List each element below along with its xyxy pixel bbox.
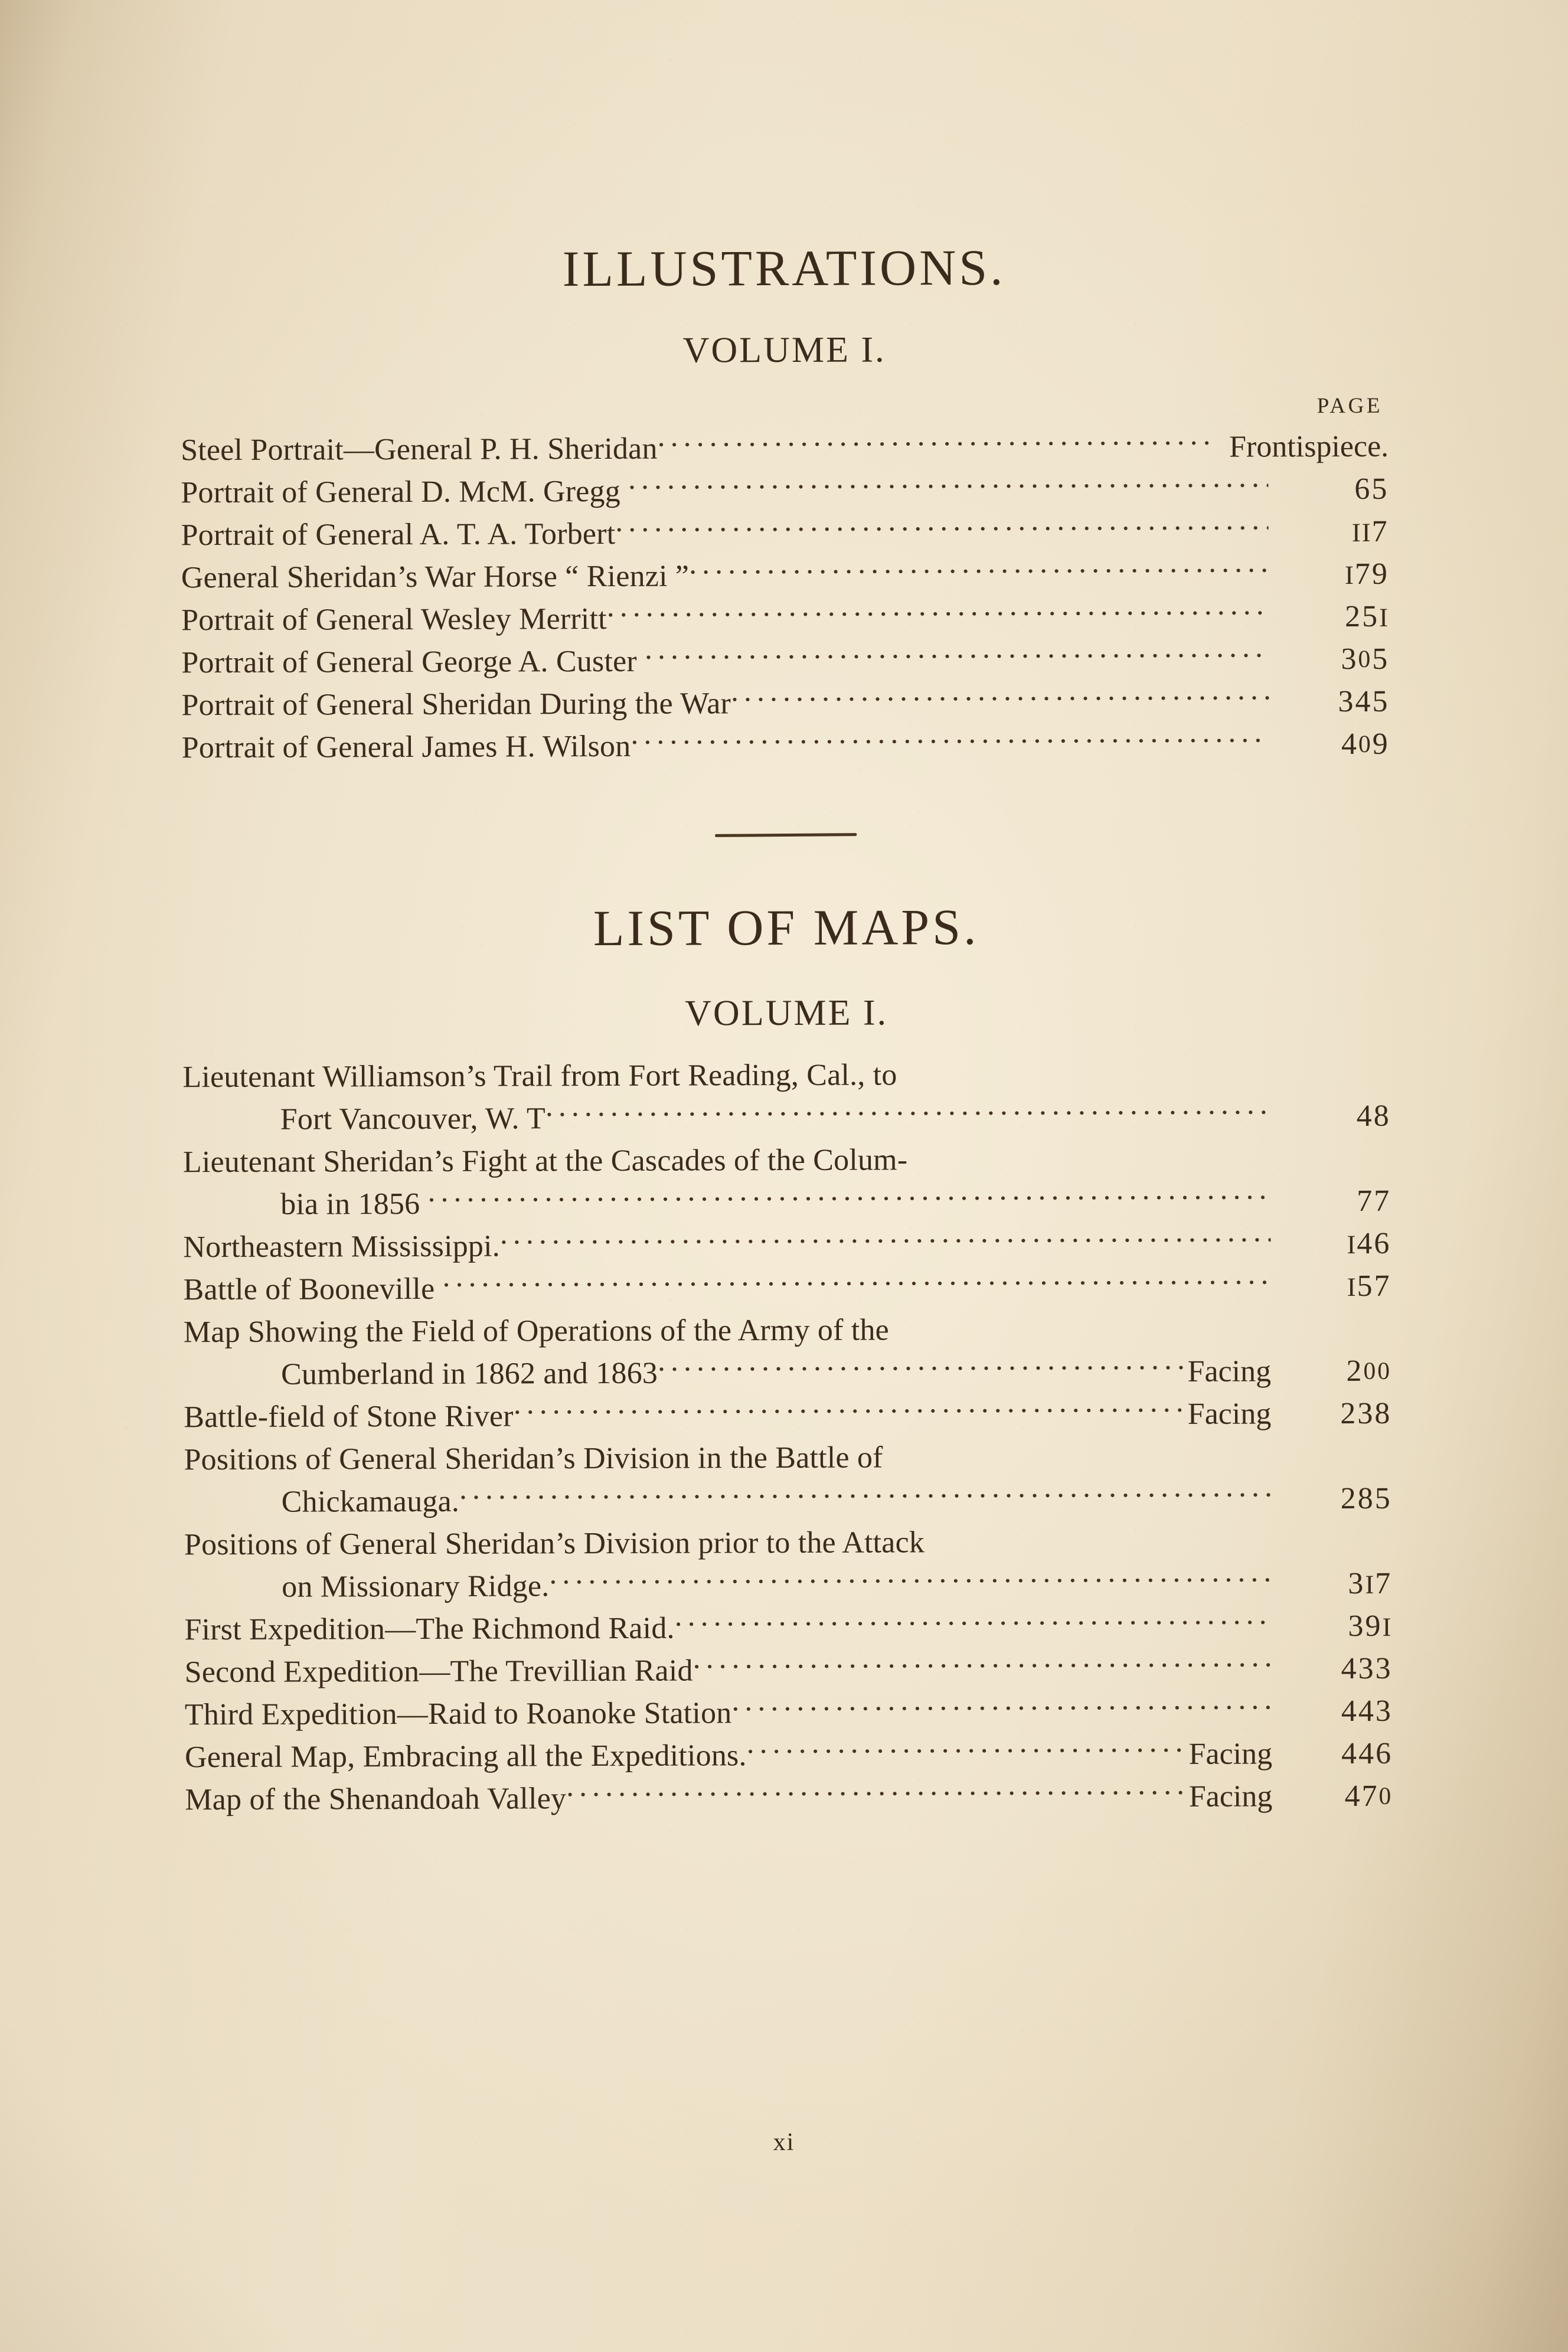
map-entry — [184, 1308, 1391, 1396]
oldstyle-one: I — [1347, 1230, 1357, 1260]
entry-line — [184, 1350, 1391, 1396]
entry-page-number: 470 — [1344, 1779, 1393, 1814]
entry-page-number: 446 — [1341, 1737, 1393, 1771]
entry-line — [184, 1308, 1391, 1354]
page-folio: xi — [773, 2129, 795, 2156]
entry-title-text: Portrait of General Sheridan During the War — [181, 687, 731, 723]
map-entry — [183, 1223, 1391, 1269]
list-of-maps-heading: LIST OF MAPS. — [593, 899, 979, 957]
entry-title-text: Portrait of General James H. Wilson — [181, 729, 631, 765]
map-entry — [184, 1393, 1391, 1439]
illustration-entry — [181, 638, 1389, 684]
oldstyle-one: I — [1347, 1272, 1357, 1302]
entry-line — [183, 1138, 1391, 1184]
entry-page-number: I57 — [1347, 1269, 1391, 1304]
entry-title-text: General Sheridan’s War Horse “ Rienzi ” — [181, 559, 690, 595]
entry-title-text: Steel Portrait—General P. H. Sheridan — [181, 432, 658, 468]
entry-page-number: 39I — [1348, 1609, 1393, 1644]
map-entry — [185, 1775, 1393, 1821]
leader-dots — [897, 1053, 1270, 1085]
leader-dots — [731, 681, 1269, 714]
entry-page-number: 285 — [1340, 1482, 1392, 1516]
leader-dots — [427, 1181, 1270, 1214]
map-entry — [185, 1733, 1393, 1779]
illustrations-volume-label: VOLUME I. — [682, 329, 886, 371]
oldstyle-one: I — [1361, 517, 1372, 547]
map-entry — [184, 1435, 1391, 1524]
maps-list — [182, 1053, 1393, 1822]
entry-title-text: Lieutenant Williamson’s Trail from Fort Reading, Cal., to — [182, 1058, 897, 1095]
illustration-entry — [181, 596, 1389, 642]
entry-line — [183, 1265, 1391, 1311]
leader-dots — [500, 1223, 1271, 1256]
entry-line — [181, 553, 1389, 599]
entry-line — [181, 638, 1389, 684]
facing-label: Facing — [1188, 1779, 1273, 1814]
leader-dots — [645, 639, 1269, 671]
page-text-block — [179, 0, 1395, 2352]
leader-dots — [566, 1776, 1188, 1808]
entry-title-text: Third Expedition—Raid to Roanoke Station — [184, 1696, 732, 1732]
entry-line — [185, 1733, 1393, 1779]
entry-page-number: 305 — [1341, 642, 1390, 677]
entry-page-number: 443 — [1341, 1694, 1393, 1729]
entry-title-text: Map Showing the Field of Operations of the Army of the — [183, 1313, 889, 1350]
leader-dots — [693, 1648, 1272, 1681]
entry-title-text: bia in 1856 — [280, 1187, 428, 1221]
leader-dots — [631, 724, 1269, 756]
leader-dots — [689, 553, 1269, 586]
oldstyle-zero: 0 — [1363, 1357, 1378, 1385]
illustration-entry — [182, 723, 1390, 769]
oldstyle-one: I — [1382, 1612, 1393, 1642]
entry-page-number: 25I — [1345, 599, 1390, 634]
map-entry — [183, 1138, 1391, 1226]
entry-line — [184, 1435, 1391, 1481]
oldstyle-zero: 0 — [1358, 730, 1373, 758]
entry-page-number: I79 — [1344, 557, 1389, 592]
entry-title-text: Portrait of General D. McM. Gregg — [181, 474, 629, 510]
entry-title-text: Portrait of General George A. Custer — [181, 644, 645, 680]
leader-dots — [731, 1691, 1272, 1723]
leader-dots — [889, 1308, 1271, 1340]
map-entry — [184, 1520, 1392, 1609]
illustrations-heading: ILLUSTRATIONS. — [562, 239, 1006, 298]
facing-label: Facing — [1187, 1397, 1272, 1432]
illustration-entry — [181, 553, 1389, 599]
leader-dots — [545, 1096, 1270, 1129]
entry-line — [182, 723, 1390, 769]
entry-line — [181, 596, 1389, 642]
entry-page-number: 238 — [1340, 1397, 1392, 1431]
entry-line — [182, 1053, 1390, 1099]
entry-page-number: 433 — [1341, 1652, 1393, 1686]
map-entry — [182, 1053, 1390, 1141]
entry-page-number: II7 — [1351, 514, 1389, 548]
entry-title-text: Second Expedition—The Trevillian Raid — [184, 1654, 693, 1690]
entry-title-text: Battle of Booneville — [183, 1272, 443, 1307]
illustration-entry — [181, 426, 1389, 472]
entry-line — [181, 468, 1389, 514]
map-entry — [185, 1690, 1393, 1736]
entry-line — [181, 681, 1389, 727]
map-entry — [185, 1648, 1393, 1694]
facing-label: Facing — [1188, 1737, 1273, 1772]
entry-line — [185, 1648, 1393, 1694]
entry-title-text: General Map, Embracing all the Expeditions. — [185, 1739, 747, 1775]
entry-page-number: 409 — [1341, 727, 1390, 762]
oldstyle-one: I — [1344, 560, 1355, 590]
illustration-entry — [181, 468, 1389, 514]
oldstyle-zero: 0 — [1378, 1782, 1393, 1810]
entry-title-text: Lieutenant Sheridan’s Fight at the Cascades of the Colum- — [182, 1143, 908, 1180]
entry-page-number: 65 — [1354, 472, 1389, 506]
entry-title-text: Fort Vancouver, W. T — [280, 1102, 545, 1136]
oldstyle-zero: 0 — [1358, 645, 1373, 673]
entry-title-text: Map of the Shenandoah Valley — [185, 1782, 567, 1817]
entry-page-number: Frontispiece. — [1229, 429, 1389, 464]
entry-line — [184, 1563, 1392, 1609]
leader-dots — [747, 1733, 1188, 1765]
entry-title-text: Cumberland in 1862 and 1863 — [280, 1356, 658, 1391]
map-entry — [184, 1605, 1392, 1651]
leader-dots — [459, 1478, 1272, 1511]
section-divider — [182, 766, 1390, 838]
entry-title-text: First Expedition—The Richmond Raid. — [184, 1611, 675, 1647]
entry-line — [184, 1605, 1392, 1651]
leader-dots — [514, 1393, 1187, 1426]
leader-dots — [657, 426, 1216, 459]
entry-page-number: 77 — [1357, 1184, 1391, 1219]
entry-title-text: Northeastern Mississippi. — [183, 1229, 500, 1265]
oldstyle-zero: 0 — [1377, 1357, 1392, 1385]
entry-page-number: I46 — [1347, 1226, 1391, 1261]
leader-dots — [607, 596, 1269, 629]
entry-line — [184, 1478, 1392, 1524]
leader-dots — [925, 1521, 1272, 1553]
illustrations-list — [181, 426, 1390, 770]
leader-dots — [883, 1436, 1272, 1468]
entry-line — [185, 1690, 1393, 1736]
entry-line — [183, 1180, 1391, 1226]
entry-title-text: Battle-field of Stone River — [184, 1399, 514, 1435]
entry-line — [181, 511, 1389, 557]
entry-page-number: 48 — [1356, 1099, 1391, 1133]
entry-line — [181, 426, 1389, 472]
illustration-entry — [181, 681, 1389, 727]
leader-dots — [658, 1351, 1187, 1383]
entry-title-text: Portrait of General Wesley Merritt — [181, 602, 607, 638]
leader-dots — [615, 511, 1268, 543]
leader-dots — [907, 1138, 1270, 1170]
map-entry — [183, 1265, 1391, 1311]
page-column-header: PAGE — [1317, 393, 1383, 419]
entry-page-number: 3I7 — [1348, 1567, 1393, 1601]
oldstyle-one: I — [1379, 602, 1390, 632]
entry-title-text: Chickamauga. — [281, 1485, 460, 1519]
entry-title-text: Portrait of General A. T. A. Torbert — [181, 517, 616, 553]
illustration-entry — [181, 511, 1389, 557]
oldstyle-one: I — [1365, 1570, 1376, 1600]
entry-title-text: on Missionary Ridge. — [282, 1569, 550, 1604]
leader-dots — [675, 1606, 1272, 1638]
leader-dots — [549, 1563, 1272, 1596]
entry-page-number: 200 — [1346, 1354, 1392, 1389]
entry-line — [184, 1393, 1391, 1439]
entry-page-number: 345 — [1338, 684, 1390, 719]
entry-line — [183, 1095, 1391, 1141]
oldstyle-one: I — [1351, 517, 1362, 548]
entry-title-text: Positions of General Sheridan’s Division in the Battle of — [184, 1440, 883, 1477]
entry-line — [183, 1223, 1391, 1269]
leader-dots — [442, 1266, 1270, 1299]
leader-dots — [628, 468, 1268, 501]
entry-title-text: Positions of General Sheridan’s Division prior to the Attack — [184, 1525, 925, 1562]
entry-line — [185, 1775, 1393, 1821]
facing-label: Facing — [1187, 1354, 1272, 1389]
entry-line — [184, 1520, 1392, 1566]
maps-volume-label: VOLUME I. — [685, 992, 888, 1034]
